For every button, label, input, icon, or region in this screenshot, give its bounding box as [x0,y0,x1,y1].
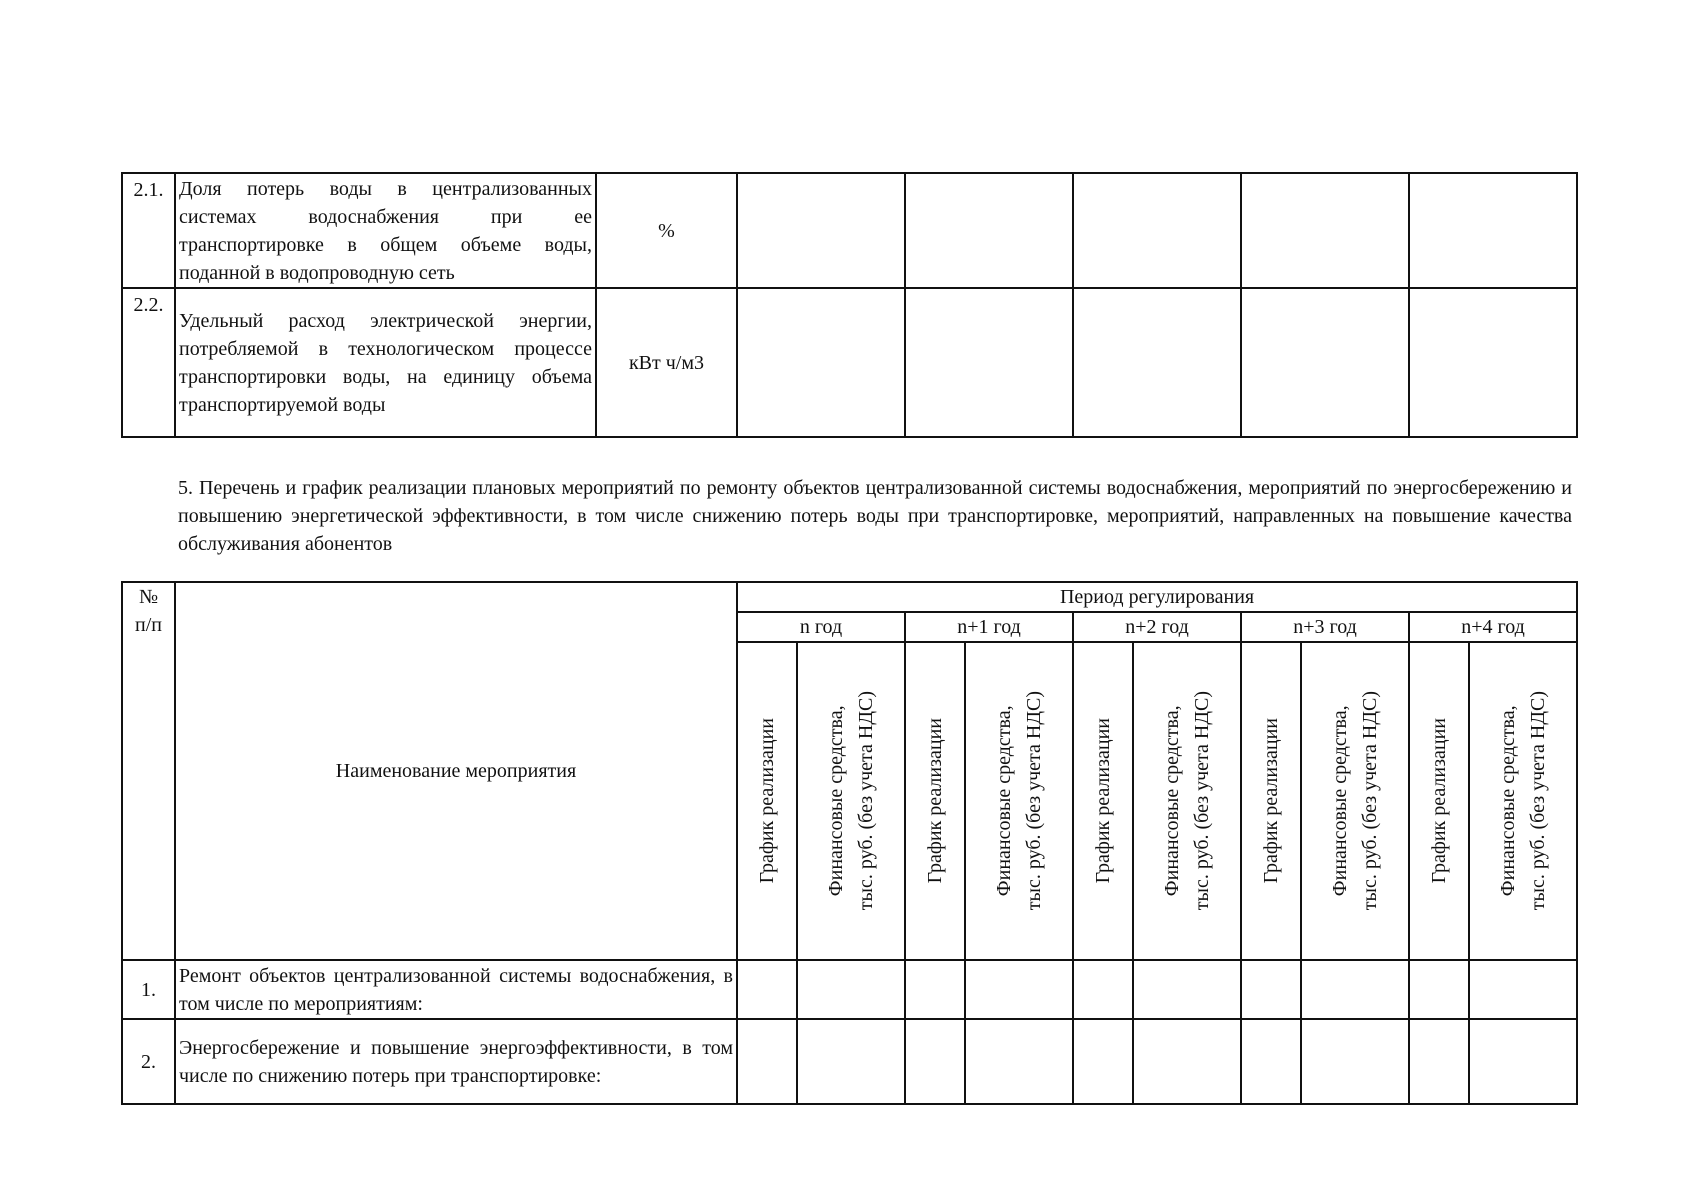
schedule-subheader-text: График реализации [1260,718,1282,884]
value-cell [737,173,905,288]
section-5-heading: 5. Перечень и график реализации плановых мероприятий по ремонту объектов централизованной системы водоснабжения, мероприятий по энергосбережению и повышению энергетической эффективности, в том числе снижению потерь воды при транспортировке, мероприятий, направленных на повышение качества обслуживания абонентов [178,477,1572,555]
value-cell [1241,288,1409,437]
table-row [122,288,1577,437]
plan-table [121,581,1578,1105]
finance-subheader-text: Финансовые средства, тыс. руб. (без учета НДС) [1329,691,1381,911]
value-cell [1073,960,1133,1019]
indicator-unit: % [596,173,737,288]
value-cell [737,288,905,437]
schedule-subheader-text: График реализации [1428,718,1450,884]
indicator-description: Удельный расход электрической энергии, потребляемой в технологическом процессе транспортировки воды, на единицу объема транспортируемой воды [175,288,596,437]
number-header [122,582,175,960]
table-row [122,960,1577,1019]
header-row [122,582,1577,612]
year-header: n+4 год [1409,612,1577,642]
value-cell [1469,960,1577,1019]
name-header: Наименование мероприятия [175,582,737,960]
value-cell [1133,1019,1241,1104]
value-cell [797,1019,905,1104]
value-cell [737,960,797,1019]
value-cell [905,960,965,1019]
finance-subheader [1133,642,1241,960]
value-cell [1073,173,1241,288]
table-row [122,173,1577,288]
indicators-table [121,172,1578,438]
value-cell [737,1019,797,1104]
schedule-subheader-text: График реализации [1092,718,1114,884]
schedule-subheader [1409,642,1469,960]
year-header: n+1 год [905,612,1073,642]
value-cell [965,1019,1073,1104]
value-cell [1409,173,1577,288]
schedule-subheader-text: График реализации [756,718,778,884]
schedule-subheader [1073,642,1133,960]
value-cell [1073,288,1241,437]
row-number: 2.2. [122,288,175,437]
value-cell [1241,960,1301,1019]
finance-subheader [965,642,1073,960]
year-header: n год [737,612,905,642]
schedule-subheader [905,642,965,960]
value-cell [1469,1019,1577,1104]
table-row [122,1019,1577,1104]
value-cell [1133,960,1241,1019]
row-number: 2. [122,1019,175,1104]
row-number: 2.1. [122,173,175,288]
year-header: n+2 год [1073,612,1241,642]
finance-subheader [1469,642,1577,960]
schedule-subheader [737,642,797,960]
activity-description: Энергосбережение и повышение энергоэффективности, в том числе по снижению потерь при транспортировке: [175,1019,737,1104]
value-cell [1241,1019,1301,1104]
finance-subheader-text: Финансовые средства, тыс. руб. (без учета НДС) [825,691,877,911]
activity-description: Ремонт объектов централизованной системы водоснабжения, в том числе по мероприятиям: [175,960,737,1019]
row-number: 1. [122,960,175,1019]
number-header-text: № п/п [135,586,162,636]
finance-subheader [1301,642,1409,960]
value-cell [905,173,1073,288]
value-cell [1409,1019,1469,1104]
finance-subheader-text: Финансовые средства, тыс. руб. (без учета НДС) [1497,691,1550,911]
value-cell [1073,1019,1133,1104]
value-cell [1301,960,1409,1019]
indicator-unit: кВт ч/м3 [596,288,737,437]
value-cell [965,960,1073,1019]
value-cell [905,288,1073,437]
year-header: n+3 год [1241,612,1409,642]
value-cell [1409,960,1469,1019]
finance-subheader [797,642,905,960]
finance-subheader-text: Финансовые средства, тыс. руб. (без учета НДС) [1161,691,1213,911]
value-cell [1301,1019,1409,1104]
value-cell [1241,173,1409,288]
period-header: Период регулирования [737,582,1577,612]
indicator-description: Доля потерь воды в централизованных системах водоснабжения при ее транспортировке в общем объеме воды, поданной в водопроводную сеть [175,173,596,288]
schedule-subheader [1241,642,1301,960]
value-cell [1409,288,1577,437]
value-cell [905,1019,965,1104]
value-cell [797,960,905,1019]
schedule-subheader-text: График реализации [924,718,946,884]
finance-subheader-text: Финансовые средства, тыс. руб. (без учета НДС) [993,691,1045,911]
